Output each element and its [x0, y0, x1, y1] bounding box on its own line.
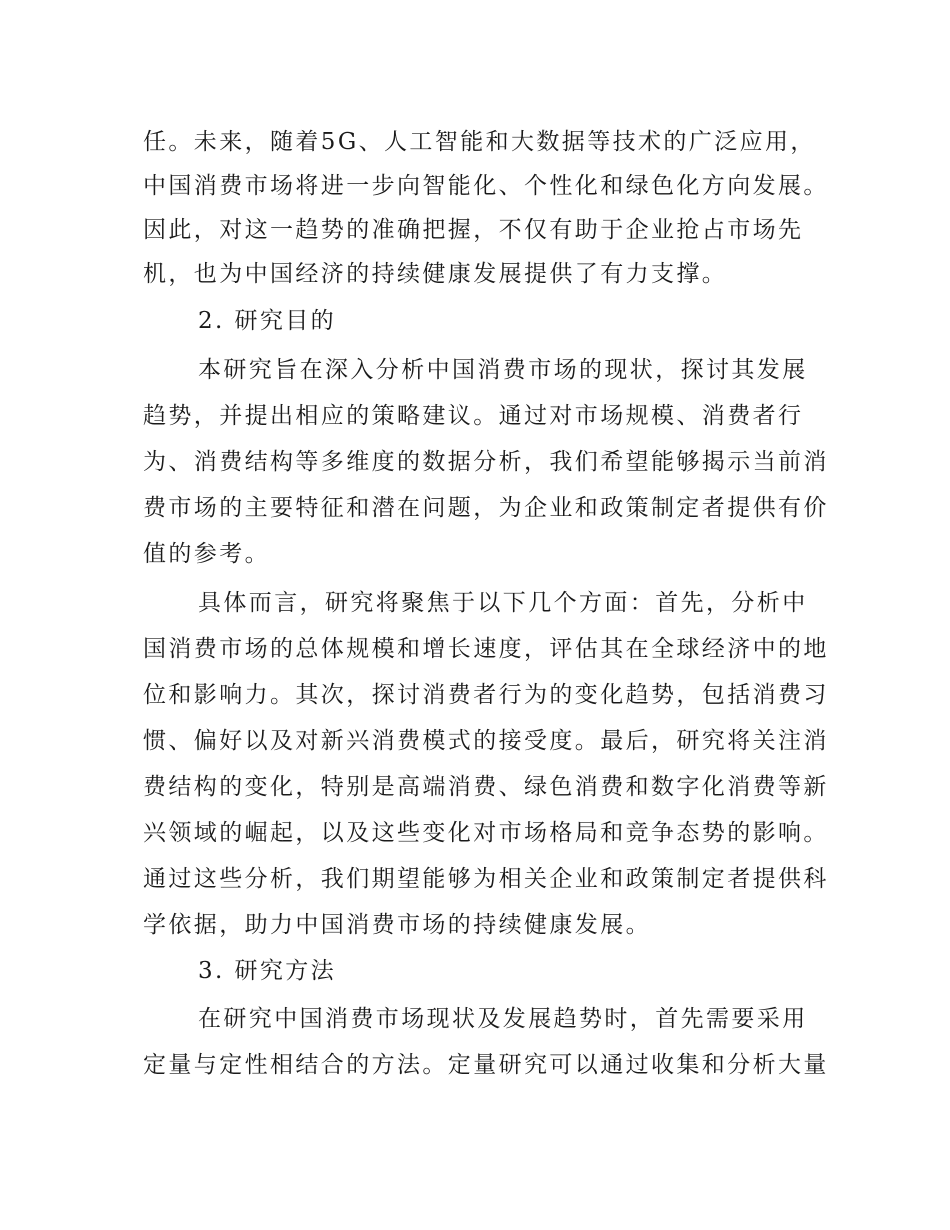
text-line: 国消费市场的总体规模和增长速度，评估其在全球经济中的地: [143, 636, 829, 662]
text-line: 费市场的主要特征和潜在问题，为企业和政策制定者提供有价: [143, 495, 829, 521]
text-line: 因此，对这一趋势的准确把握，不仅有助于企业抢占市场先: [143, 217, 804, 243]
text-line: 兴领域的崛起，以及这些变化对市场格局和竞争态势的影响。: [143, 820, 829, 846]
text-line: 中国消费市场将进一步向智能化、个性化和绿色化方向发展。: [143, 173, 829, 199]
text-line: 为、消费结构等多维度的数据分析，我们希望能够揭示当前消: [143, 449, 829, 475]
text-line: 具体而言，研究将聚焦于以下几个方面：首先，分析中: [198, 590, 808, 616]
text-line: 位和影响力。其次，探讨消费者行为的变化趋势，包括消费习: [143, 682, 829, 708]
text-line: 机，也为中国经济的持续健康发展提供了有力支撑。: [143, 261, 728, 287]
text-line: 通过这些分析，我们期望能够为相关企业和政策制定者提供科: [143, 866, 829, 892]
text-line: 定量与定性相结合的方法。定量研究可以通过收集和分析大量: [143, 1052, 829, 1078]
text-line: 学依据，助力中国消费市场的持续健康发展。: [143, 912, 651, 938]
section-heading: 3. 研究方法: [198, 958, 337, 984]
text-line: 任。未来，随着5G、人工智能和大数据等技术的广泛应用，: [143, 129, 816, 155]
text-line: 在研究中国消费市场现状及发展趋势时，首先需要采用: [198, 1006, 808, 1032]
text-line: 趋势，并提出相应的策略建议。通过对市场规模、消费者行: [143, 403, 804, 429]
text-line: 费结构的变化，特别是高端消费、绿色消费和数字化消费等新: [143, 774, 829, 800]
section-heading: 2. 研究目的: [198, 308, 337, 334]
text-line: 值的参考。: [143, 541, 270, 567]
text-line: 本研究旨在深入分析中国消费市场的现状，探讨其发展: [198, 357, 808, 383]
text-line: 惯、偏好以及对新兴消费模式的接受度。最后，研究将关注消: [143, 728, 829, 754]
